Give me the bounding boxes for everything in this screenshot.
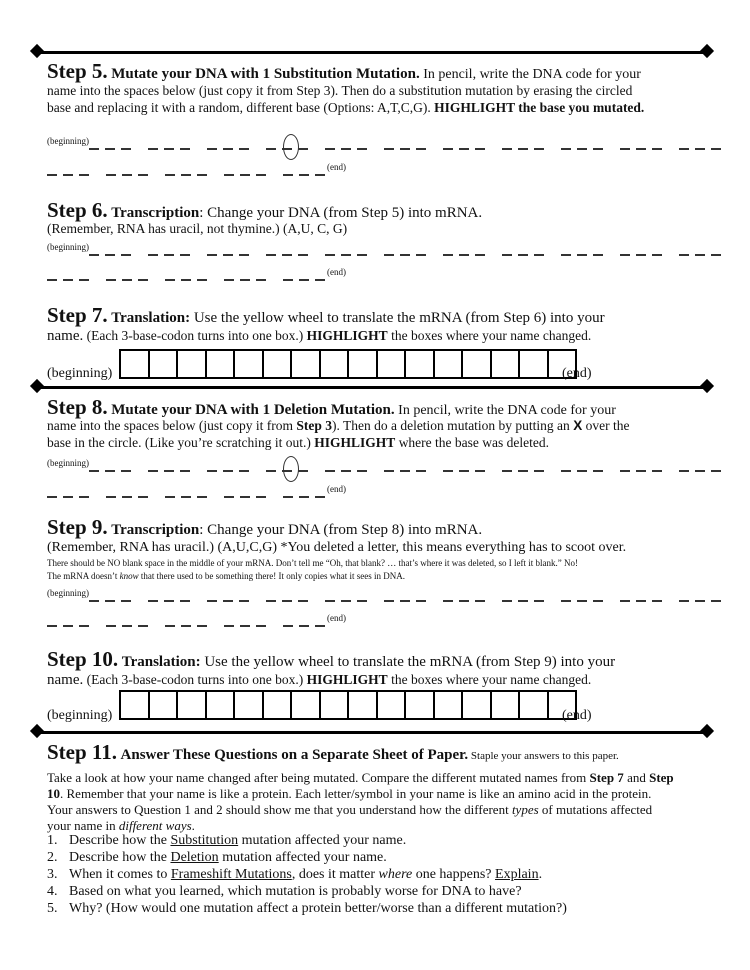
name-letter-box[interactable] (264, 692, 293, 718)
step11-p1b: and (623, 770, 650, 785)
step11-paragraph-2 (47, 785, 651, 802)
name-letter-box[interactable] (435, 692, 464, 718)
step7-highlight-word: HIGHLIGHT (306, 328, 388, 343)
step5-dna-line-1[interactable] (47, 136, 738, 153)
codon-blank[interactable] (207, 470, 249, 472)
step8-instructions-3 (47, 434, 549, 451)
end-label: (end) (327, 484, 346, 494)
step6-title: Transcription (111, 205, 200, 221)
step9-instructions-2: (Remember, RNA has uracil.) (A,U,C,G) *You deleted a letter, this means everything has to scoot over. (47, 540, 627, 555)
step9-title: Transcription (111, 522, 200, 538)
name-letter-box[interactable] (207, 351, 236, 377)
step8-instructions-3a: base in the circle. (Like you’re scratching it out.) (47, 435, 315, 450)
name-letter-box[interactable] (178, 351, 207, 377)
section-divider (35, 51, 710, 54)
step6-mrna-line-1[interactable] (47, 242, 738, 259)
end-label: (end) (327, 613, 346, 623)
question-text: . (538, 867, 543, 882)
codon-blank[interactable] (283, 174, 325, 176)
step8-instructions-1: In pencil, write the DNA code for your (394, 403, 616, 418)
step11-title: Answer These Questions on a Separate Sheet of Paper. (120, 747, 469, 763)
step10-name-word: name. (47, 672, 84, 688)
codon-blank[interactable] (47, 174, 89, 176)
codon-blank[interactable] (207, 600, 249, 602)
codon-blank[interactable] (561, 148, 603, 150)
codon-blank[interactable] (89, 470, 131, 472)
step9-heading (47, 515, 483, 540)
name-letter-box[interactable] (207, 692, 236, 718)
codon-blank[interactable] (47, 496, 89, 498)
step9-mrna-line-1[interactable] (47, 588, 738, 605)
step7-instructions-2 (47, 327, 591, 345)
step11-different-ways: different ways (118, 818, 192, 833)
codon-blank[interactable] (266, 254, 308, 256)
step7-instructions-2b: (Each 3-base-codon turns into one box.) (83, 328, 307, 343)
codon-blank[interactable] (443, 600, 485, 602)
codon-blank[interactable] (443, 470, 485, 472)
question-item (47, 832, 567, 849)
step9-note-2b: that there used to be something there! It only copies what it sees in DNA. (138, 571, 406, 581)
step5-number: Step 5. (47, 59, 108, 83)
codon-blank[interactable] (443, 148, 485, 150)
step5-heading (47, 59, 641, 84)
step8-instructions-2b: ). Then do a deletion mutation by putting an (331, 418, 574, 433)
name-letter-box[interactable] (235, 351, 264, 377)
codon-blank[interactable] (620, 254, 662, 256)
codon-blank[interactable] (165, 625, 207, 627)
codon-blank[interactable] (384, 470, 426, 472)
codon-blank[interactable] (165, 174, 207, 176)
divider-diamond-right (700, 44, 714, 58)
name-letter-box[interactable] (463, 692, 492, 718)
name-letter-box[interactable] (406, 351, 435, 377)
step5-instructions-1: In pencil, write the DNA code for your (419, 67, 641, 82)
question-item (47, 866, 567, 883)
step7-title: Translation: (111, 310, 191, 326)
codon-blank[interactable] (283, 625, 325, 627)
name-letter-box[interactable] (121, 692, 150, 718)
beginning-label: (beginning) (47, 136, 89, 146)
codon-blank[interactable] (384, 600, 426, 602)
step10-heading (47, 647, 616, 672)
step9-note-1: There should be NO blank space in the middle of your mRNA. Don’t tell me “Oh, that blank? … that’s where it was deleted, so I left it blank.” No! (47, 558, 578, 568)
name-letter-box[interactable] (406, 692, 435, 718)
name-letter-box[interactable] (349, 351, 378, 377)
step7-number: Step 7. (47, 303, 108, 327)
codon-blank[interactable] (502, 600, 544, 602)
step9-note-know: know (119, 571, 139, 581)
step10-instructions-2c: the boxes where your name changed. (387, 672, 592, 687)
name-letter-box[interactable] (235, 692, 264, 718)
question-number: 1. (47, 833, 58, 848)
name-letter-box[interactable] (150, 692, 179, 718)
codon-blank[interactable] (207, 254, 249, 256)
name-letter-box[interactable] (292, 692, 321, 718)
step10-instructions-1: Use the yellow wheel to translate the mRNA (from Step 9) into your (200, 654, 616, 670)
codon-blank[interactable] (148, 600, 190, 602)
step7-name-word: name. (47, 328, 84, 344)
codon-blank[interactable] (384, 148, 426, 150)
divider-diamond-left (30, 44, 44, 58)
step9-note-2 (47, 570, 405, 583)
question-text: Based on what you learned, which mutation is probably worse for DNA to have? (69, 884, 522, 899)
codon-blank[interactable] (325, 470, 367, 472)
codon-blank[interactable] (679, 470, 721, 472)
codon-blank[interactable] (106, 496, 148, 498)
codon-blank[interactable] (620, 148, 662, 150)
section-divider (35, 731, 710, 734)
name-letter-box[interactable] (150, 351, 179, 377)
question-number: 5. (47, 901, 58, 916)
step11-p1a: Take a look at how your name changed after being mutated. Compare the different mutated names from (47, 770, 590, 785)
step11-p4a: your name in (47, 818, 119, 833)
step7-instructions-2c: the boxes where your name changed. (387, 328, 592, 343)
codon-blank[interactable] (106, 279, 148, 281)
question-text: Describe how the (69, 833, 171, 848)
codon-blank[interactable] (502, 470, 544, 472)
codon-blank[interactable] (561, 470, 603, 472)
step11-p3a: Your answers to Question 1 and 2 should show me that you understand how the different (47, 802, 512, 817)
question-number: 4. (47, 884, 58, 899)
codon-blank[interactable] (679, 254, 721, 256)
step8-title: Mutate your DNA with 1 Deletion Mutation. (111, 402, 395, 418)
step11-step7-ref: Step 7 (589, 770, 624, 785)
codon-blank[interactable] (502, 254, 544, 256)
step8-deletion-circle (283, 456, 299, 482)
step9-note-2a: The mRNA doesn’t (47, 571, 120, 581)
codon-blank[interactable] (148, 148, 190, 150)
name-letter-box[interactable] (378, 351, 407, 377)
end-label: (end) (327, 267, 346, 277)
step8-instructions-2c: over the (582, 418, 630, 433)
step5-dna-line-2[interactable] (47, 162, 346, 179)
codon-blank[interactable] (561, 254, 603, 256)
question-text: mutation affected your name. (238, 833, 407, 848)
step6-instructions-1: : Change your DNA (from Step 5) into mRNA. (199, 205, 483, 221)
divider-diamond-left (30, 724, 44, 738)
codon-blank[interactable] (47, 625, 89, 627)
step5-instructions-2: name into the spaces below (just copy it from Step 3). Then do a substitution mutation by erasing the circled (47, 83, 633, 98)
step5-highlight-note: HIGHLIGHT the base you mutated. (434, 100, 645, 115)
step8-x-mark: X (573, 418, 583, 433)
section-divider (35, 386, 710, 389)
question-text: mutation affected your name. (218, 850, 387, 865)
codon-blank[interactable] (47, 279, 89, 281)
question-item (47, 849, 567, 866)
step8-instructions-2a: name into the spaces below (just copy it from (47, 418, 297, 433)
step10-instructions-2 (47, 671, 591, 689)
name-letter-box[interactable] (321, 692, 350, 718)
name-letter-box[interactable] (492, 692, 521, 718)
codon-blank[interactable] (283, 496, 325, 498)
step10-end-label: (end) (562, 708, 592, 723)
codon-blank[interactable] (148, 254, 190, 256)
step5-title: Mutate your DNA with 1 Substitution Mutation. (111, 66, 420, 82)
codon-blank[interactable] (283, 279, 325, 281)
question-item (47, 900, 567, 917)
step5-instructions-3a: base and replacing it with a random, different base (Options: A,T,C,G). (47, 100, 435, 115)
name-letter-box[interactable] (463, 351, 492, 377)
step9-mrna-line-2[interactable] (47, 613, 346, 630)
step11-types-word: types (511, 802, 539, 817)
codon-blank[interactable] (224, 625, 266, 627)
codon-blank[interactable] (106, 625, 148, 627)
step7-heading (47, 303, 605, 328)
step10-highlight-word: HIGHLIGHT (306, 672, 388, 687)
step11-paragraph-3 (47, 801, 652, 818)
question-underlined-term: Substitution (170, 833, 239, 848)
codon-blank[interactable] (620, 470, 662, 472)
step8-instructions-2 (47, 417, 629, 434)
step9-number: Step 9. (47, 515, 108, 539)
step11-number: Step 11. (47, 740, 118, 764)
step8-instructions-3b: where the base was deleted. (395, 435, 549, 450)
step10-name-boxes (119, 690, 577, 720)
step11-subtitle: Staple your answers to this paper. (468, 750, 619, 762)
name-letter-box[interactable] (349, 692, 378, 718)
codon-blank[interactable] (325, 148, 367, 150)
question-list (47, 832, 567, 917)
codon-blank[interactable] (679, 600, 721, 602)
codon-blank[interactable] (325, 254, 367, 256)
step11-step10-ref-b: 10 (47, 786, 60, 801)
step5-instructions-3 (47, 99, 644, 116)
step7-instructions-1: Use the yellow wheel to translate the mRNA (from Step 6) into your (190, 310, 605, 326)
question-text: , does it matter (291, 867, 379, 882)
codon-blank[interactable] (224, 496, 266, 498)
step11-p3b: of mutations affected (538, 802, 653, 817)
codon-blank[interactable] (106, 174, 148, 176)
name-letter-box[interactable] (520, 692, 549, 718)
beginning-label: (beginning) (47, 588, 89, 598)
divider-diamond-right (700, 379, 714, 393)
question-italic-term: where (378, 867, 413, 882)
codon-blank[interactable] (443, 254, 485, 256)
step6-mrna-line-2[interactable] (47, 267, 346, 284)
name-letter-box[interactable] (492, 351, 521, 377)
end-label: (end) (327, 162, 346, 172)
question-text: When it comes to (69, 867, 171, 882)
codon-blank[interactable] (325, 600, 367, 602)
step9-instructions-1: : Change your DNA (from Step 8) into mRNA. (199, 522, 483, 538)
step11-p2a: . Remember that your name is like a protein. Each letter/symbol in your name is like an amino acid in the protein. (60, 786, 652, 801)
question-number: 2. (47, 850, 58, 865)
step8-dna-line-2[interactable] (47, 484, 346, 501)
name-letter-box[interactable] (264, 351, 293, 377)
name-letter-box[interactable] (292, 351, 321, 377)
step7-end-label: (end) (562, 366, 592, 381)
step10-number: Step 10. (47, 647, 119, 671)
codon-blank[interactable] (224, 174, 266, 176)
codon-blank[interactable] (165, 279, 207, 281)
step10-title: Translation: (121, 654, 201, 670)
step5-mutation-circle (283, 134, 299, 160)
divider-diamond-right (700, 724, 714, 738)
name-letter-box[interactable] (435, 351, 464, 377)
question-text: Why? (How would one mutation affect a protein better/worse than a different mutation?) (69, 901, 567, 916)
beginning-label: (beginning) (47, 242, 89, 252)
question-underlined-term: Explain (495, 867, 539, 882)
codon-blank[interactable] (89, 600, 131, 602)
step11-step10-ref-a: Step (649, 770, 674, 785)
question-text: Describe how the (69, 850, 171, 865)
codon-blank[interactable] (620, 600, 662, 602)
codon-blank[interactable] (561, 600, 603, 602)
step10-beginning-label: (beginning) (47, 708, 113, 723)
question-underlined-term: Frameshift Mutations (170, 867, 292, 882)
step10-instructions-2b: (Each 3-base-codon turns into one box.) (83, 672, 307, 687)
name-letter-box[interactable] (520, 351, 549, 377)
step8-highlight-word: HIGHLIGHT (314, 435, 396, 450)
codon-blank[interactable] (148, 470, 190, 472)
question-underlined-term: Deletion (170, 850, 219, 865)
step7-beginning-label: (beginning) (47, 366, 113, 381)
codon-blank[interactable] (266, 600, 308, 602)
name-letter-box[interactable] (178, 692, 207, 718)
step11-paragraph-1 (47, 769, 674, 786)
codon-blank[interactable] (679, 148, 721, 150)
question-number: 3. (47, 867, 58, 882)
question-item (47, 883, 567, 900)
codon-blank[interactable] (207, 148, 249, 150)
name-letter-box[interactable] (121, 351, 150, 377)
step6-number: Step 6. (47, 198, 108, 222)
divider-diamond-left (30, 379, 44, 393)
codon-blank[interactable] (89, 148, 131, 150)
name-letter-box[interactable] (321, 351, 350, 377)
step8-step3-ref: Step 3 (296, 418, 332, 433)
codon-blank[interactable] (165, 496, 207, 498)
step11-heading (47, 740, 619, 765)
step7-name-boxes (119, 349, 577, 379)
codon-blank[interactable] (224, 279, 266, 281)
beginning-label: (beginning) (47, 458, 89, 468)
codon-blank[interactable] (89, 254, 131, 256)
codon-blank[interactable] (384, 254, 426, 256)
codon-blank[interactable] (502, 148, 544, 150)
step8-dna-line-1[interactable] (47, 458, 738, 475)
step8-number: Step 8. (47, 395, 108, 419)
name-letter-box[interactable] (378, 692, 407, 718)
question-text: one happens? (412, 867, 496, 882)
step11-p4b: . (191, 818, 195, 833)
step6-instructions-2: (Remember, RNA has uracil, not thymine.) (A,U, C, G) (47, 221, 348, 236)
